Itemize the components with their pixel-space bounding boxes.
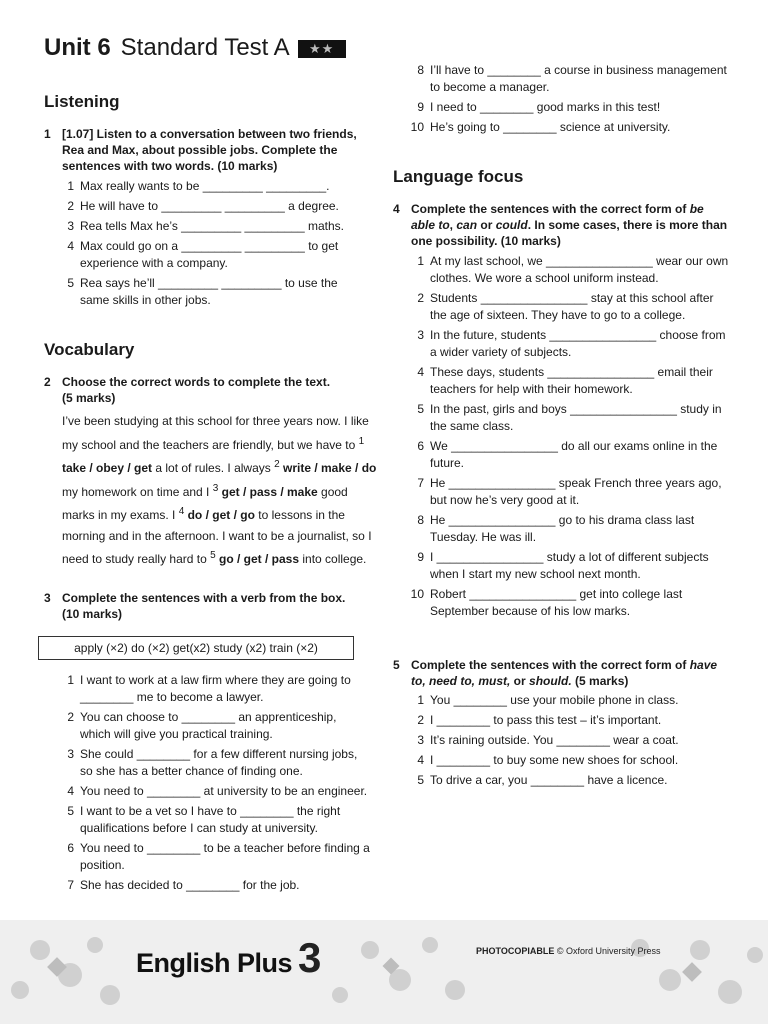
gap-3-options: get / pass / make <box>221 484 318 499</box>
list-item <box>410 253 730 287</box>
list-item <box>410 119 730 136</box>
list-item <box>60 746 370 780</box>
item-number: 5 <box>67 276 74 290</box>
item-text: I want to be a vet so I have to ________ the right qualifications before I can study at university. <box>80 804 341 835</box>
item-text: These days, students ________________ email their teachers for help with their homework. <box>430 365 713 396</box>
item-text: At my last school, we ________________ wear our own clothes. We wore a school uniform instead. <box>430 254 729 285</box>
item-number: 3 <box>417 328 424 342</box>
item-text: Max could go on a _________ _________ to get experience with a company. <box>80 239 339 270</box>
section-vocabulary: Vocabulary <box>44 340 135 359</box>
item-text: Rea says he’ll _________ _________ to use the same skills in other jobs. <box>80 276 338 307</box>
list-item <box>410 512 730 546</box>
list-item <box>60 783 370 800</box>
unit-label: Unit 6 <box>44 34 111 61</box>
item-text: She could ________ for a few different nursing jobs, so she has a better chance of finding one. <box>80 747 358 778</box>
item-number: 2 <box>417 713 424 727</box>
list-item <box>60 803 370 837</box>
item-number: 2 <box>67 710 74 724</box>
question-4-instruction: 4 Complete the sentences with the correct form of be able to, can or could. In some cases, there is more than one possibility. (10 marks) <box>393 202 728 248</box>
item-text: You need to ________ to be a teacher before finding a position. <box>80 841 370 872</box>
page-title <box>44 34 346 62</box>
list-item <box>60 709 370 743</box>
item-number: 8 <box>417 513 424 527</box>
list-item <box>410 99 730 116</box>
item-text: In the past, girls and boys ________________ study in the same class. <box>430 402 722 433</box>
item-number: 5 <box>67 804 74 818</box>
gap-1-options: take / obey / get <box>62 461 153 475</box>
item-number: 7 <box>417 476 424 490</box>
list-item <box>410 364 730 398</box>
list-item <box>410 327 730 361</box>
list-item <box>410 712 730 729</box>
test-title: Standard Test A <box>120 34 290 61</box>
item-number: 3 <box>417 733 424 747</box>
item-text: I want to work at a law firm where they are going to ________ me to become a lawyer. <box>80 673 351 704</box>
item-number: 4 <box>417 753 424 767</box>
item-number: 7 <box>67 878 74 892</box>
item-number: 5 <box>417 773 424 787</box>
question-1-instruction: 1 [1.07] Listen to a conversation between two friends, Rea and Max, about possible jobs. Complete the sentences with two words. (10 marks) <box>44 127 357 173</box>
item-number: 10 <box>410 587 424 601</box>
item-number: 1 <box>67 673 74 687</box>
item-text: It’s raining outside. You ________ wear a coat. <box>430 733 679 747</box>
item-number: 3 <box>67 747 74 761</box>
item-number: 4 <box>67 784 74 798</box>
item-text: You ________ use your mobile phone in class. <box>430 693 679 707</box>
question-1-items <box>60 178 370 312</box>
item-text: Rea tells Max he’s _________ _________ maths. <box>80 219 344 233</box>
item-number: 5 <box>417 402 424 416</box>
item-text: He ________________ go to his drama class last Tuesday. He was ill. <box>430 513 695 544</box>
item-number: 8 <box>417 63 424 77</box>
item-text: He ________________ speak French three years ago, but now he’s very good at it. <box>430 476 722 507</box>
list-item <box>60 877 370 894</box>
gap-5-options: go / get / pass <box>219 552 300 566</box>
gap-4-options: do / get / go <box>187 508 255 522</box>
question-5-instruction: 5 Complete the sentences with the correct form of have to, need to, must, or should. (5 marks) <box>393 658 718 688</box>
list-item <box>60 218 370 235</box>
brand-logo: English Plus 3 <box>136 934 321 981</box>
list-item <box>410 290 730 324</box>
footer-banner <box>0 920 768 1024</box>
item-number: 1 <box>417 254 424 268</box>
list-item <box>410 586 730 620</box>
item-text: He’s going to ________ science at university. <box>430 120 671 134</box>
list-item <box>410 732 730 749</box>
item-text: She has decided to ________ for the job. <box>80 878 300 892</box>
item-number: 4 <box>67 239 74 253</box>
list-item <box>410 692 730 709</box>
item-number: 6 <box>417 439 424 453</box>
item-text: Students ________________ stay at this school after the age of sixteen. They have to go to a college. <box>430 291 714 322</box>
section-listening: Listening <box>44 92 120 111</box>
list-item <box>410 62 730 96</box>
list-item <box>410 549 730 583</box>
gap-2-options: write / make / do <box>283 461 377 475</box>
question-3-instruction: 3 Complete the sentences with a verb from the box. (10 marks) <box>44 591 346 621</box>
item-text: We ________________ do all our exams online in the future. <box>430 439 718 470</box>
footer-pattern-icon <box>0 920 768 1024</box>
item-number: 6 <box>67 841 74 855</box>
question-3-items-left <box>60 672 370 897</box>
item-text: In the future, students ________________ choose from a wider variety of subjects. <box>430 328 726 359</box>
item-text: You can choose to ________ an apprenticeship, which will give you practical training. <box>80 710 337 741</box>
question-2-instruction: 2 Choose the correct words to complete the text. (5 marks) <box>44 375 331 405</box>
question-4-items <box>410 253 730 623</box>
item-text: I ________ to pass this test – it’s important. <box>430 713 662 727</box>
item-text: I need to ________ good marks in this test! <box>430 100 661 114</box>
section-language-focus: Language focus <box>393 167 524 186</box>
list-item <box>60 178 370 195</box>
list-item <box>410 438 730 472</box>
item-number: 1 <box>67 179 74 193</box>
item-text: He will have to _________ _________ a degree. <box>80 199 339 213</box>
difficulty-stars: ★★ <box>298 40 346 58</box>
item-number: 10 <box>410 120 424 134</box>
item-number: 1 <box>417 693 424 707</box>
item-number: 9 <box>417 550 424 564</box>
item-number: 2 <box>417 291 424 305</box>
copyright-notice: PHOTOCOPIABLE © Oxford University Press <box>476 946 661 956</box>
list-item <box>410 401 730 435</box>
word-box: apply (×2) do (×2) get(x2) study (x2) train (×2) <box>38 636 354 660</box>
item-text: I ________________ study a lot of different subjects when I start my new school next month. <box>430 550 709 581</box>
question-2-text: I’ve been studying at this school for three years now. I like my school and the teachers are friendly, but we have to $^1$ take / obey / get a lot of rules. I always $^2$ write / make / do my homework on time and I $^3$ get / pass / make good marks in my exams. I $^4$ do / get / go to lessons in the morning and in the afternoon. I want to be a journalist, so I need to study really hard to $^5$ go / get / pass into college. <box>62 414 377 566</box>
item-number: 2 <box>67 199 74 213</box>
list-item <box>60 840 370 874</box>
list-item <box>410 475 730 509</box>
list-item <box>60 198 370 215</box>
item-text: To drive a car, you ________ have a licence. <box>430 773 668 787</box>
item-number: 9 <box>417 100 424 114</box>
question-3-items-right <box>410 62 730 139</box>
item-text: Robert ________________ get into college last September because of his low marks. <box>430 587 683 618</box>
question-5-items <box>410 692 730 792</box>
item-text: You need to ________ at university to be an engineer. <box>80 784 368 798</box>
item-text: Max really wants to be _________ _________. <box>80 179 330 193</box>
item-number: 3 <box>67 219 74 233</box>
item-number: 4 <box>417 365 424 379</box>
list-item <box>60 672 370 706</box>
list-item <box>60 238 370 272</box>
item-text: I’ll have to ________ a course in business management to become a manager. <box>430 63 727 94</box>
list-item <box>410 772 730 789</box>
list-item <box>60 275 370 309</box>
item-text: I ________ to buy some new shoes for school. <box>430 753 679 767</box>
list-item <box>410 752 730 769</box>
